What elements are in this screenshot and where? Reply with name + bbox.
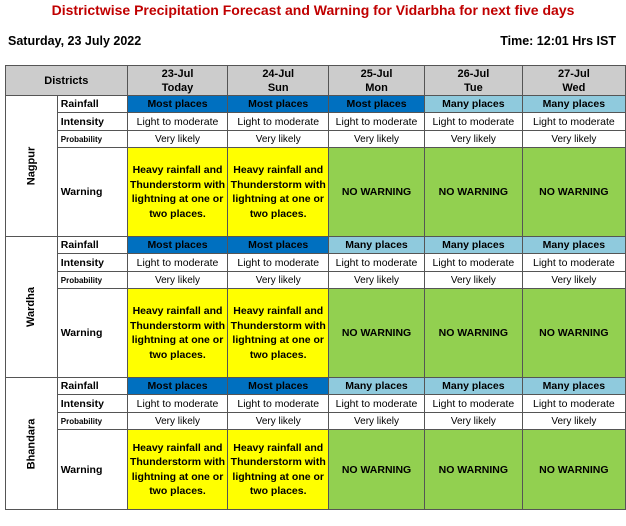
day-name: Today bbox=[161, 81, 194, 94]
warning-cell: NO WARNING bbox=[522, 430, 625, 510]
day-header bbox=[127, 66, 228, 96]
day-date: 25-Jul bbox=[360, 67, 393, 80]
day-name: Sun bbox=[267, 81, 289, 94]
intensity-cell: Light to moderate bbox=[329, 254, 425, 272]
warning-cell: Heavy rainfall and Thunderstorm with lightning at one or two places. bbox=[127, 430, 228, 510]
probability-cell: Very likely bbox=[329, 131, 425, 148]
warning-cell: Heavy rainfall and Thunderstorm with lightning at one or two places. bbox=[127, 289, 228, 378]
forecast-table bbox=[5, 65, 626, 510]
probability-cell: Very likely bbox=[329, 272, 425, 289]
day-date: 23-Jul bbox=[161, 67, 194, 80]
warning-cell: NO WARNING bbox=[329, 430, 425, 510]
row-rainfall bbox=[6, 96, 626, 113]
warning-cell: NO WARNING bbox=[424, 430, 522, 510]
probability-cell: Very likely bbox=[127, 131, 228, 148]
intensity-cell: Light to moderate bbox=[424, 113, 522, 131]
rainfall-label: Rainfall bbox=[57, 237, 127, 254]
warning-cell: NO WARNING bbox=[522, 148, 625, 237]
rainfall-cell: Many places bbox=[424, 96, 522, 113]
district-name-cell bbox=[6, 237, 58, 378]
probability-cell: Very likely bbox=[522, 272, 625, 289]
day-header bbox=[228, 66, 329, 96]
intensity-cell: Light to moderate bbox=[522, 113, 625, 131]
day-date: 24-Jul bbox=[262, 67, 295, 80]
intensity-cell: Light to moderate bbox=[522, 395, 625, 413]
intensity-label: Intensity bbox=[57, 113, 127, 131]
district-name: Bhandara bbox=[25, 418, 38, 469]
rainfall-cell: Most places bbox=[228, 237, 329, 254]
probability-label: Probability bbox=[57, 272, 127, 289]
forecast-body bbox=[6, 96, 626, 510]
row-probability bbox=[6, 131, 626, 148]
intensity-cell: Light to moderate bbox=[228, 395, 329, 413]
district-name: Wardha bbox=[25, 287, 38, 327]
rainfall-cell: Many places bbox=[424, 378, 522, 395]
intensity-cell: Light to moderate bbox=[424, 254, 522, 272]
day-header bbox=[424, 66, 522, 96]
rainfall-cell: Many places bbox=[329, 378, 425, 395]
day-name: Tue bbox=[463, 81, 483, 94]
probability-cell: Very likely bbox=[424, 413, 522, 430]
warning-label: Warning bbox=[57, 148, 127, 237]
day-header bbox=[522, 66, 625, 96]
row-intensity bbox=[6, 395, 626, 413]
warning-cell: NO WARNING bbox=[329, 148, 425, 237]
forecast-date: Saturday, 23 July 2022 bbox=[8, 34, 142, 48]
warning-cell: Heavy rainfall and Thunderstorm with lightning at one or two places. bbox=[127, 148, 228, 237]
warning-cell: NO WARNING bbox=[522, 289, 625, 378]
intensity-cell: Light to moderate bbox=[522, 254, 625, 272]
rainfall-cell: Many places bbox=[522, 237, 625, 254]
probability-cell: Very likely bbox=[228, 131, 329, 148]
warning-cell: NO WARNING bbox=[329, 289, 425, 378]
probability-cell: Very likely bbox=[522, 413, 625, 430]
rainfall-cell: Most places bbox=[228, 96, 329, 113]
row-rainfall bbox=[6, 378, 626, 395]
rainfall-cell: Many places bbox=[522, 378, 625, 395]
probability-cell: Very likely bbox=[127, 272, 228, 289]
rainfall-cell: Many places bbox=[522, 96, 625, 113]
rainfall-cell: Most places bbox=[127, 237, 228, 254]
probability-cell: Very likely bbox=[127, 413, 228, 430]
warning-cell: NO WARNING bbox=[424, 289, 522, 378]
probability-cell: Very likely bbox=[329, 413, 425, 430]
intensity-cell: Light to moderate bbox=[228, 113, 329, 131]
rainfall-cell: Most places bbox=[329, 96, 425, 113]
probability-label: Probability bbox=[57, 413, 127, 430]
rainfall-label: Rainfall bbox=[57, 378, 127, 395]
district-name-cell bbox=[6, 96, 58, 237]
intensity-cell: Light to moderate bbox=[329, 395, 425, 413]
probability-cell: Very likely bbox=[424, 131, 522, 148]
day-date: 26-Jul bbox=[457, 67, 490, 80]
day-name: Mon bbox=[365, 81, 388, 94]
row-intensity bbox=[6, 113, 626, 131]
warning-label: Warning bbox=[57, 430, 127, 510]
day-date: 27-Jul bbox=[557, 67, 590, 80]
row-warning bbox=[6, 430, 626, 510]
rainfall-cell: Many places bbox=[424, 237, 522, 254]
row-probability bbox=[6, 413, 626, 430]
page-title: Districtwise Precipitation Forecast and Warning for Vidarbha for next five days bbox=[51, 2, 575, 18]
districts-header: Districts bbox=[6, 66, 128, 96]
rainfall-cell: Most places bbox=[228, 378, 329, 395]
rainfall-cell: Most places bbox=[127, 96, 228, 113]
probability-label: Probability bbox=[57, 131, 127, 148]
intensity-cell: Light to moderate bbox=[329, 113, 425, 131]
intensity-cell: Light to moderate bbox=[127, 254, 228, 272]
intensity-cell: Light to moderate bbox=[228, 254, 329, 272]
warning-cell: NO WARNING bbox=[424, 148, 522, 237]
intensity-cell: Light to moderate bbox=[424, 395, 522, 413]
day-name: Wed bbox=[562, 81, 586, 94]
intensity-label: Intensity bbox=[57, 395, 127, 413]
district-name-cell bbox=[6, 378, 58, 510]
warning-cell: Heavy rainfall and Thunderstorm with lightning at one or two places. bbox=[228, 148, 329, 237]
row-probability bbox=[6, 272, 626, 289]
rainfall-cell: Most places bbox=[127, 378, 228, 395]
rainfall-label: Rainfall bbox=[57, 96, 127, 113]
row-warning bbox=[6, 289, 626, 378]
intensity-cell: Light to moderate bbox=[127, 395, 228, 413]
probability-cell: Very likely bbox=[424, 272, 522, 289]
rainfall-cell: Many places bbox=[329, 237, 425, 254]
district-name: Nagpur bbox=[25, 146, 38, 186]
header-row bbox=[6, 66, 626, 96]
forecast-time: Time: 12:01 Hrs IST bbox=[500, 34, 616, 48]
warning-label: Warning bbox=[57, 289, 127, 378]
probability-cell: Very likely bbox=[522, 131, 625, 148]
warning-cell: Heavy rainfall and Thunderstorm with lightning at one or two places. bbox=[228, 430, 329, 510]
probability-cell: Very likely bbox=[228, 272, 329, 289]
intensity-cell: Light to moderate bbox=[127, 113, 228, 131]
warning-cell: Heavy rainfall and Thunderstorm with lightning at one or two places. bbox=[228, 289, 329, 378]
row-warning bbox=[6, 148, 626, 237]
day-header bbox=[329, 66, 425, 96]
probability-cell: Very likely bbox=[228, 413, 329, 430]
row-intensity bbox=[6, 254, 626, 272]
row-rainfall bbox=[6, 237, 626, 254]
intensity-label: Intensity bbox=[57, 254, 127, 272]
